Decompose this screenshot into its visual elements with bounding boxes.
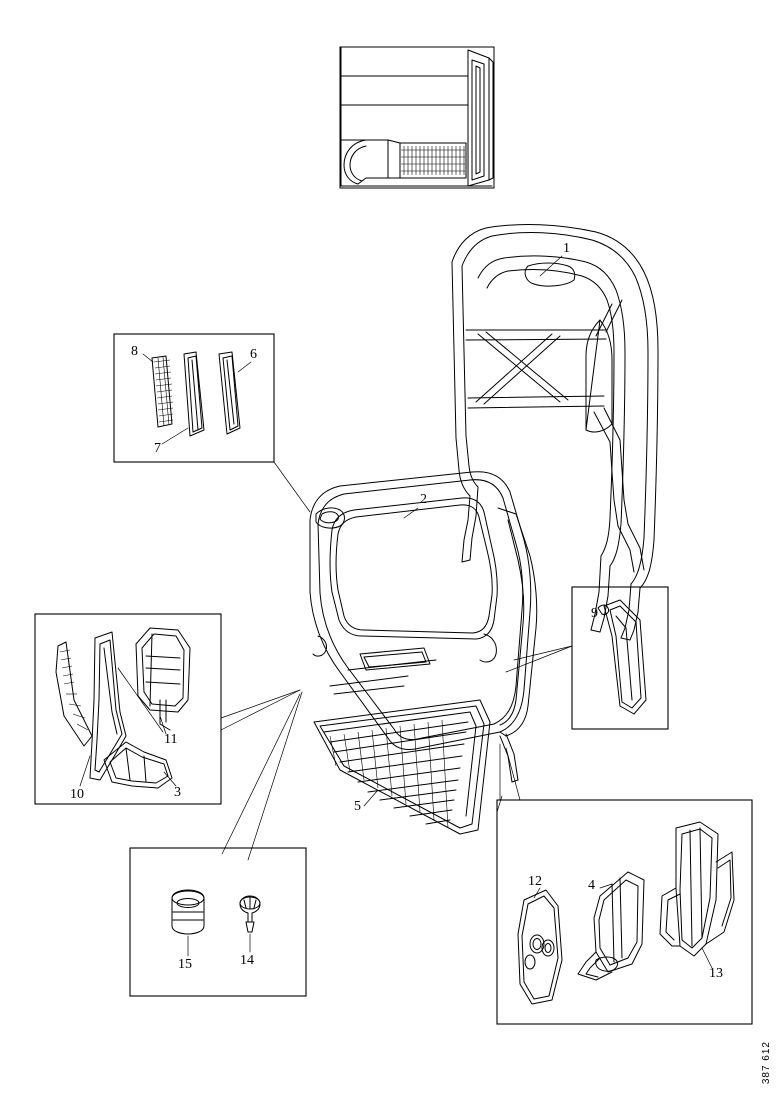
detail-box-upper-trim: [114, 334, 310, 512]
leader-3: [164, 772, 176, 786]
callout-5: 5: [354, 799, 361, 814]
leader-7: [162, 428, 188, 444]
callout-10: 10: [70, 787, 84, 802]
leader-11b: [118, 668, 163, 732]
callout-1: 1: [563, 241, 570, 256]
callout-6: 6: [250, 347, 257, 362]
callout-14: 14: [240, 953, 254, 968]
callout-11: 11: [164, 732, 178, 747]
leader-6: [238, 362, 251, 372]
callout-4: 4: [588, 878, 595, 893]
leader-5: [364, 790, 378, 806]
leader-2: [404, 508, 418, 518]
part-5-lower-sill-trim: [314, 700, 490, 834]
vehicle-rear-view-inset: [340, 47, 494, 188]
callout-12: 12: [528, 874, 542, 889]
callout-8: 8: [131, 344, 138, 359]
leader-10: [80, 756, 90, 786]
part-1-tailgate-frame: [452, 225, 658, 640]
callout-13: 13: [709, 966, 723, 981]
callout-15: 15: [178, 957, 192, 972]
callout-2: 2: [420, 492, 427, 507]
callout-3: 3: [174, 785, 181, 800]
corner-code: 387 612: [761, 1040, 772, 1084]
leader-13: [702, 948, 712, 968]
detail-box-fasteners: [130, 692, 306, 996]
leader-1: [540, 256, 562, 276]
callout-7: 7: [154, 441, 161, 456]
callout-9: 9: [591, 606, 598, 621]
